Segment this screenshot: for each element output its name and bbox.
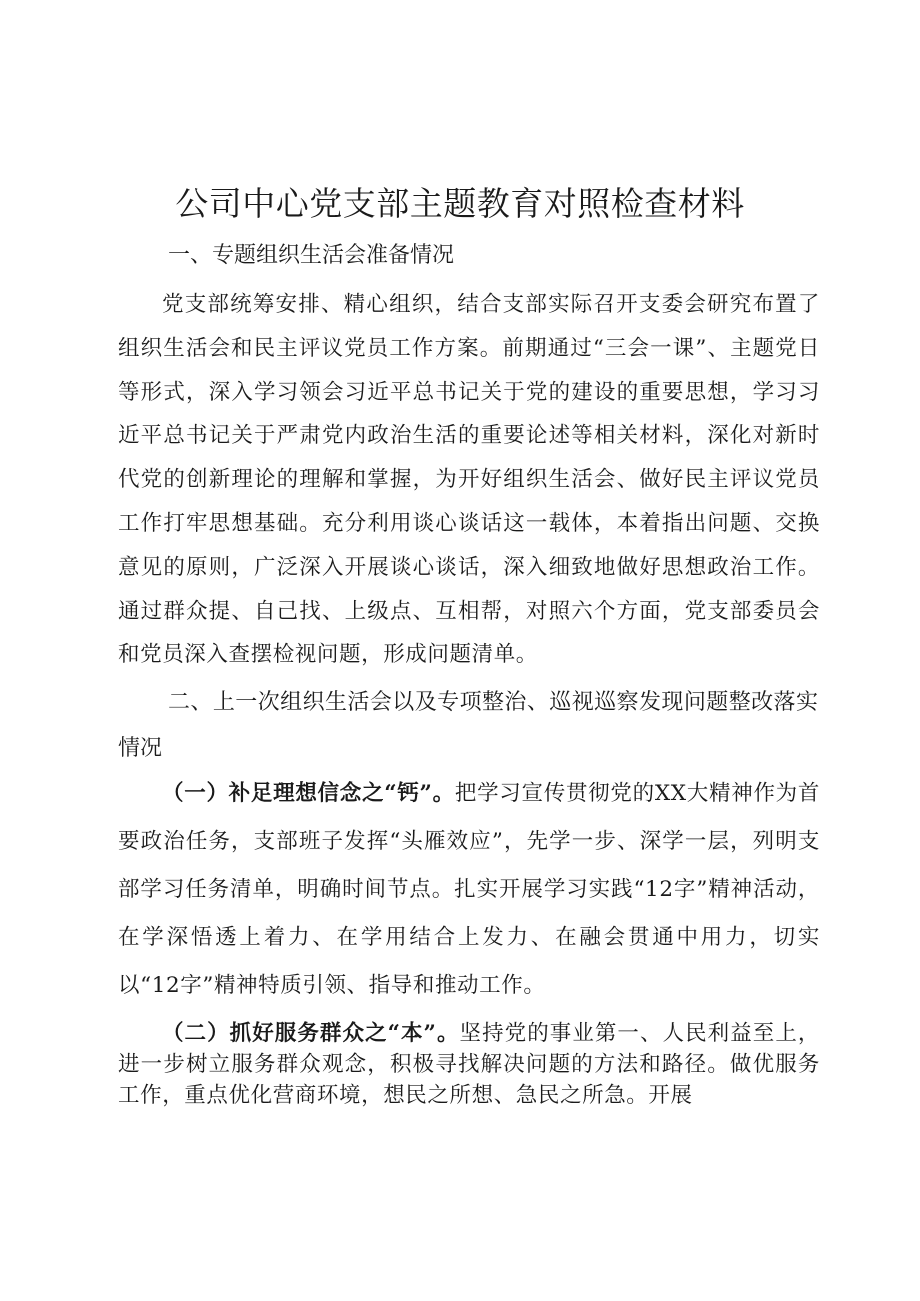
item2-body: 坚持党的事业第一、人民利益至上，进一步树立服务群众观念，积极寻找解决问题的方法和路径。做优服务工作，重点优化营商环境，想民之所想、急民之所急。开展: [118, 1021, 820, 1108]
item2-paragraph: [118, 1018, 820, 1111]
item1-paragraph: [118, 770, 820, 1010]
item2-lead: （二）抓好服务群众之“本”。: [162, 1021, 460, 1046]
item1-lead: （一）补足理想信念之“钙”。: [162, 781, 455, 806]
section1-paragraph: 党支部统筹安排、精心组织，结合支部实际召开支委会研究布置了组织生活会和民主评议党员工作方案。前期通过“三会一课”、主题党日等形式，深入学习领会习近平总书记关于党的建设的重要思想，学习习近平总书记关于严肃党内政治生活的重要论述等相关材料，深化对新时代党的创新理论的理解和掌握，为开好组织生活会、做好民主评议党员工作打牢思想基础。充分利用谈心谈话这一载体，本着指出问题、交换意见的原则，广泛深入开展谈心谈话，深入细致地做好思想政治工作。通过群众提、自己找、上级点、互相帮，对照六个方面，党支部委员会和党员深入查摆检视问题，形成问题清单。: [118, 292, 820, 668]
item1-body: 把学习宣传贯彻党的XX大精神作为首要政治任务，支部班子发挥“头雁效应”，先学一步、深学一层，列明支部学习任务清单，明确时间节点。扎实开展学习实践“12字”精神活动，在学深悟透上着力、在学用结合上发力、在融会贯通中用力，切实以“12字”精神特质引领、指导和推动工作。: [118, 781, 820, 998]
section1-heading: 一、专题组织生活会准备情况: [168, 243, 455, 268]
document-title: 公司中心党支部主题教育对照检查材料: [175, 184, 745, 223]
section2-heading: 二、上一次组织生活会以及专项整治、巡视巡察发现问题整改落实情况: [118, 690, 818, 761]
